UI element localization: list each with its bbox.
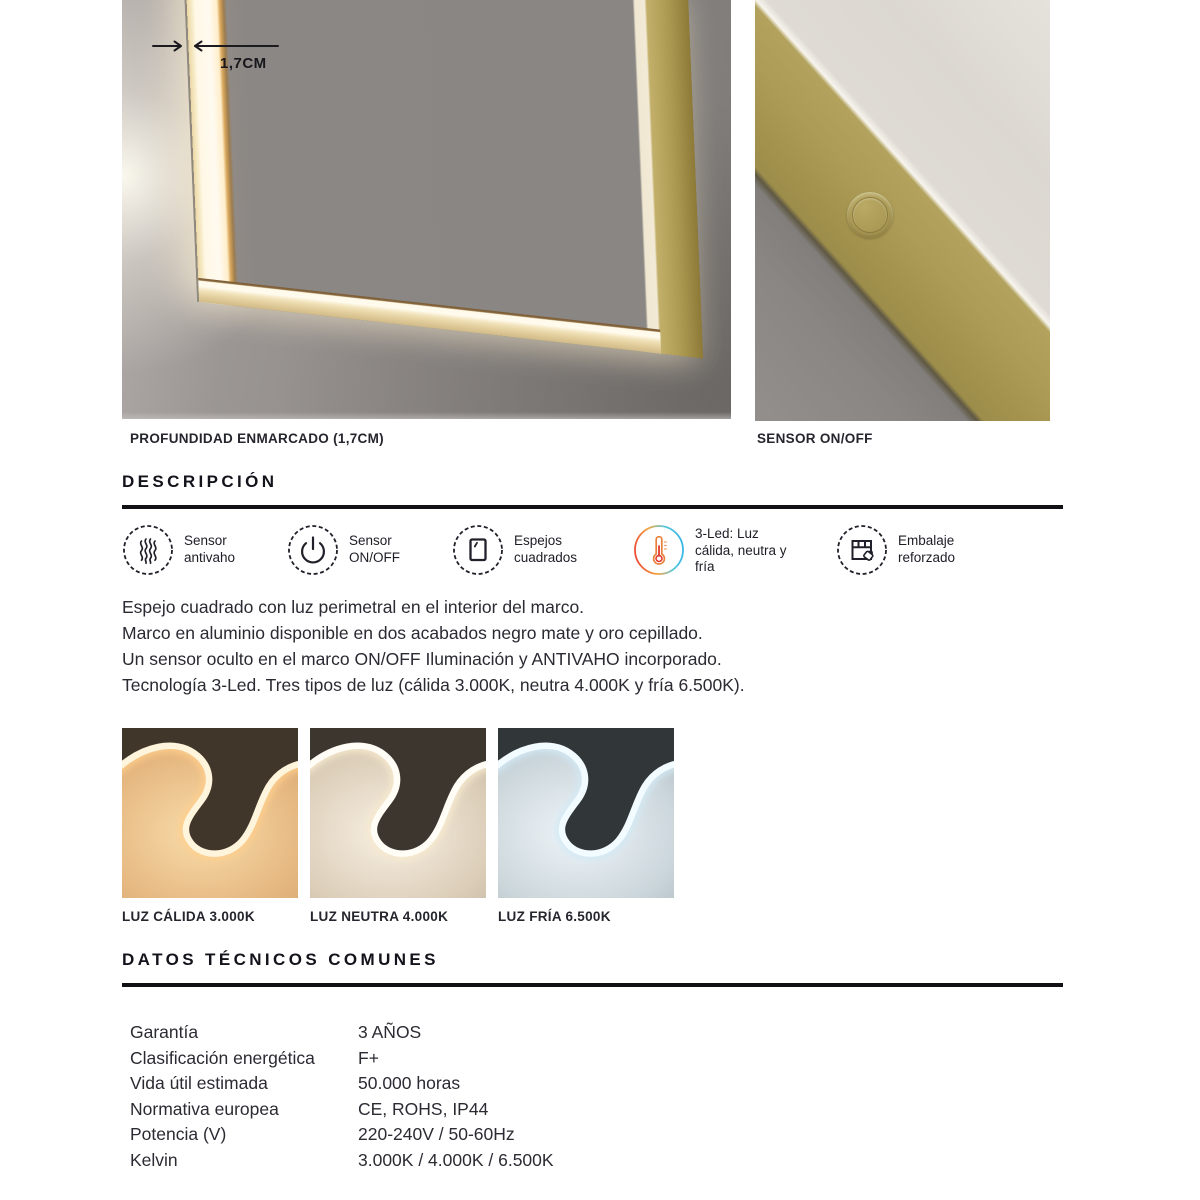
reinforced-package-icon	[836, 524, 888, 576]
feature-anti-fog	[122, 524, 240, 576]
feature-label: Espejos cuadrados	[514, 533, 578, 565]
tech-value: 3 AÑOS	[358, 1022, 422, 1042]
tech-label: Garantía	[130, 1022, 199, 1042]
tech-label: Normativa europea	[130, 1098, 279, 1119]
feature-square-mirrors	[452, 524, 586, 576]
heading-divider	[122, 983, 1063, 987]
heading-divider	[122, 505, 1063, 509]
thermometer-3led-icon	[633, 524, 685, 576]
paragraph-line: Marco en aluminio disponible en dos acabados negro mate y oro cepillado.	[122, 623, 703, 643]
tech-value: F+	[358, 1047, 379, 1068]
tech-label: Vida útil estimada	[130, 1073, 268, 1093]
paragraph-line: Un sensor oculto en el marco ON/OFF Iluminación y ANTIVAHO incorporado.	[122, 649, 722, 669]
description-paragraph	[122, 594, 1063, 698]
depth-dimension-label: 1,7CM	[220, 55, 267, 72]
tech-data-table	[122, 1020, 1063, 1173]
tech-value: 220-240V / 50-60Hz	[358, 1124, 515, 1144]
table-row	[122, 1071, 1063, 1097]
feature-icons-row	[122, 524, 1063, 576]
tech-value: 50.000 horas	[358, 1073, 461, 1093]
photo-sensor	[755, 0, 1050, 421]
tech-value: CE, ROHS, IP44	[358, 1098, 489, 1119]
photo-caption-depth: PROFUNDIDAD ENMARCADO (1,7CM)	[130, 431, 384, 446]
dimension-arrows-icon	[150, 38, 282, 54]
neutral-light-caption: LUZ NEUTRA 4.000K	[310, 909, 449, 924]
product-description-page	[122, 0, 1063, 1173]
feature-reinforced-packaging	[836, 524, 964, 576]
tech-value: 3.000K / 4.000K / 6.500K	[358, 1149, 554, 1170]
sensor-button-image	[847, 192, 893, 238]
cold-light-caption: LUZ FRÍA 6.500K	[498, 909, 611, 924]
feature-label: 3-Led: Luz cálida, neutra y fría	[695, 526, 787, 574]
product-photos-row	[122, 0, 1063, 421]
table-row	[122, 1097, 1063, 1123]
tech-label: Clasificación energética	[130, 1047, 315, 1068]
feature-3led	[633, 524, 789, 576]
warm-light-caption: LUZ CÁLIDA 3.000K	[122, 909, 255, 924]
photo-frame-depth	[122, 0, 731, 419]
table-row	[122, 1020, 1063, 1046]
paragraph-line: Espejo cuadrado con luz perimetral en el interior del marco.	[122, 597, 585, 617]
paragraph-line: Tecnología 3-Led. Tres tipos de luz (cálida 3.000K, neutra 4.000K y fría 6.500K).	[122, 675, 745, 695]
light-captions-row	[122, 909, 1063, 924]
photo-caption-sensor: SENSOR ON/OFF	[757, 431, 873, 446]
table-row	[122, 1122, 1063, 1148]
anti-fog-steam-icon	[122, 524, 174, 576]
description-heading: DESCRIPCIÓN	[122, 472, 278, 491]
power-icon	[287, 524, 339, 576]
tech-label: Kelvin	[130, 1149, 178, 1170]
cold-light-image	[498, 728, 674, 898]
tech-label: Potencia (V)	[130, 1124, 227, 1144]
square-mirror-icon	[452, 524, 504, 576]
light-temperature-tiles	[122, 728, 1063, 898]
feature-on-off-sensor	[287, 524, 405, 576]
feature-label: Sensor ON/OFF	[349, 533, 400, 565]
neutral-light-image	[310, 728, 486, 898]
table-row	[122, 1046, 1063, 1072]
warm-light-image	[122, 728, 298, 898]
feature-label: Embalaje reforzado	[898, 533, 956, 565]
feature-label: Sensor antivaho	[184, 533, 236, 565]
photo-captions-row	[122, 431, 1063, 446]
tech-data-heading: DATOS TÉCNICOS COMUNES	[122, 950, 439, 969]
table-row	[122, 1148, 1063, 1174]
